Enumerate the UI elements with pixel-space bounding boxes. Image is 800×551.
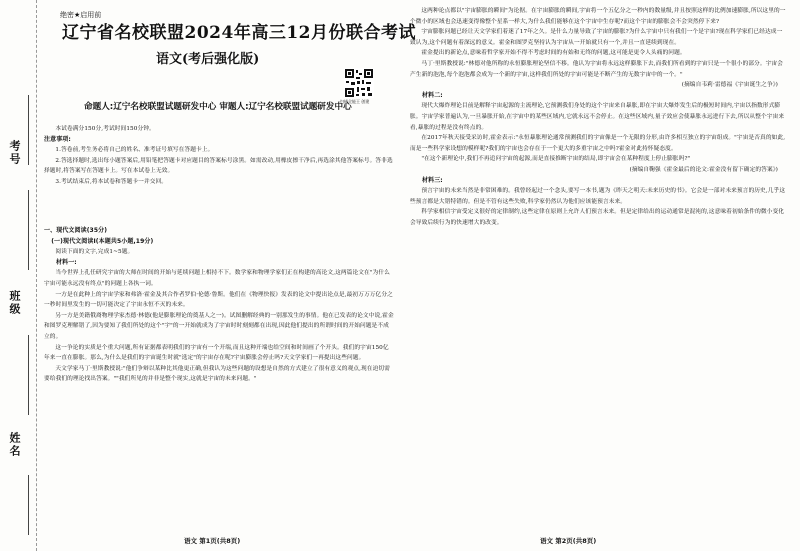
qr-caption: 扫描全能王 创建 <box>340 99 370 104</box>
gutter-line <box>28 335 29 415</box>
setters-line: 命题人:辽宁名校联盟试题研发中心 审题人:辽宁名校联盟试题研发中心 <box>84 102 352 112</box>
paragraph: 科学家相信宇宙受定义很好的定律制约,这些定律在原则上允许人们预言未来。但是定律给出的运动通常是混沌的,这意味着初始条件的微小变化会导致后续行为的快速增大的改变。 <box>410 209 785 226</box>
material-2-label: 材料二: <box>422 91 443 99</box>
notes-heading: 注意事项: <box>44 135 71 143</box>
material-3-label: 材料三: <box>422 176 443 184</box>
source-1: (摘编自韦莉·雷德福《宇宙诞生之争》) <box>681 82 778 89</box>
right-passage <box>410 6 788 228</box>
paragraph: 当今世界上孔任研究宇宙的大师在时间的开始与延续问题上相持不下。数学家和物理学家们正在构建的高论文,这两篇论文在"为什么宇宙可能永远没有终点"的问题上各执一词。 <box>44 270 390 287</box>
material-1-label: 材料一: <box>56 258 77 266</box>
paragraph: 天文学家马丁·里斯教授说:"他们争辩以某种比其他更正确,但我认为这些问题的设想是自然的方式建立了很有意义的观点,现在迫切需要给我们的理论找出答案。""我们所见的并非是整个现实,这就是宇宙的未来问题。" <box>44 365 390 383</box>
paragraph: 预言宇宙的未来当然是非常困难的。我曾经起过一个念头,要写一本书,题为《昨天之明天:未来历史的书》。它会是一部对未来预言的历史,几乎这些预言都是大错特错的。但是不管有这些失败,科学家仍然认为他们应该能预言未来。 <box>410 188 786 205</box>
source-2: (摘编自鞠强《霍金最后的论文:霍金没有留下确定的答案》) <box>629 166 778 173</box>
secret-mark: 绝密★启用前 <box>60 11 102 19</box>
note-2: 2.答选择题时,选出每小题答案后,用铅笔把答题卡对应题目的答案标号涂黑。如需改动,用橡皮擦干净后,再选涂其他答案标号。答非选择题时,将答案写在答题卡上。写在本试卷上无效。 <box>44 157 393 175</box>
exam-subtitle: 语文(考后强化版) <box>156 52 260 67</box>
passage-block <box>44 226 394 385</box>
paragraph: 一方是在此种上的宇宙学家和弗洛·霍金及其合作者罗伯·伦德·鲁斯。他们在《物理快报》发表的论文中提出论点是,最初万万万亿分之一秒时间里发生的一切可能决定了宇宙永恒不灭的未来。 <box>44 291 393 309</box>
exam-title: 辽宁省名校联盟2024年高三12月份联合考试 <box>62 23 416 43</box>
intro-line: 本试卷满分150分,考试时间150分钟。 <box>55 126 155 132</box>
left-column <box>44 0 416 551</box>
paragraph: 这一争论的实质是个重大问题,所有证据都表明我们的宇宙有一个开端,而且这种开端也给空间和时间画了个开头。我们的宇宙150亿年来一直在膨胀。那么,为什么是我们的宇宙诞生时就"选定"的宇宙存在呢?宇宙膨胀会停止吗?天文学家们一再提出这些问题。 <box>44 344 389 362</box>
paragraph: 霍金提出的新论点,意味着哲学家开始不得不考虑时间的有始和无终的问题,这可能是更令人头痛的问题。 <box>421 50 686 57</box>
note-3: 3.考试结束后,将本试卷和答题卡一并交回。 <box>55 178 168 185</box>
paragraph: 宇宙膨胀问题已经让天文学家们着迷了17年之久。是什么力量导致了宇宙的膨胀?为什么宇宙中只有我们一个是宇宙?现在科学家们已经达成一致认为,这个问题有着深远的意义。霍金和图罗克坚持认为宇宙从一开始就只有一个,并且一直延续到现在。 <box>410 29 783 46</box>
paragraph: 现代大爆炸理论目前是解释宇宙起源的主流理论,它预测我们身处的这个宇宙来自暴胀,即在宇宙大爆炸发生后的极短时间内,宇宙以指数形式膨胀。宇宙学家普遍认为,一旦暴胀开始,在宇宙中的某些区域内,它就永远不会停止。在这些区域内,量子效应会使暴胀永远进行下去,所以从整个宇宙来看,暴胀的过程是没有终点的。 <box>410 103 785 131</box>
subsection-heading: (一)现代文阅读Ⅰ(本题共5小题,19分) <box>51 237 154 245</box>
instruction: 阅读下面的文字,完成1~5题。 <box>55 249 134 256</box>
notice-block <box>44 124 394 188</box>
qr-code-icon <box>344 68 374 98</box>
gutter-line <box>28 475 29 535</box>
note-1: 1.答卷前,考生务必将自己的姓名、准考证号填写在答题卡上。 <box>55 147 214 154</box>
name-label: 姓名 <box>8 432 21 458</box>
gutter-line <box>28 95 29 165</box>
class-label: 班级 <box>8 290 21 316</box>
paragraph: 在2017年秋天接受采访时,霍金表示:"永恒暴胀理论通常预测我们的宇宙像是一个无限的分形,由许多相互独立的宇宙组成。"宇宙是否真的如此,而是一些科学家设想的模样呢?我们的宇宙也会存在于一个更大的多重宇宙之中吗?霍金对此持怀疑态度。 <box>410 135 786 152</box>
paragraph: 另一方是美籍俄裔物理学家杰德·林德(他是膨胀理论的奠基人之一)。试图删解经典的一别那发生的事情。他在已发表的论文中说,霍金和图罗克理解错了,因为要知了我们所处的这个"宇"的一开始就成为了宇宙时时刻刻都在出现,因此他们提出的所谓时间的开始问题是不成立的。 <box>44 312 394 340</box>
page-footer-left: 语文 第1页(共8页) <box>184 537 241 545</box>
right-column <box>410 0 788 551</box>
paragraph: 马丁·里斯教授说:"林德对他所称的永恒膨胀理论坚信不移。他认为宇宙将永远这样膨胀下去,而我们所看到的宇宙只是一个很小的部分。宇宙会产生新的泡泡,每个泡泡都会成为一个新的宇宙,这样我们所处的宇宙可能是不断产生的无数宇宙中的一个。" <box>410 60 783 78</box>
exam-number-label: 考号 <box>8 140 21 166</box>
gutter-line <box>28 190 29 270</box>
paragraph: 这两种论点都以"宇宙膨胀的瞬间"为论据。在宇宙膨胀的瞬间,宇宙将一个五亿分之一秒内的数量级,并且按照这样的比例加速膨胀,所以这里的一个微小的区域也会迅速变得像整个星系一样大,为什么我们能够在这个宇宙中生存呢?而这个宇宙的膨胀会不会突然停下来? <box>410 8 786 25</box>
binding-gutter <box>0 0 37 551</box>
paragraph: "在这个新理论中,我们不再追问宇宙的起源,而是直接推断宇宙的结局,即宇宙会在某种程度上停止膨胀吗?" <box>421 156 691 163</box>
section-heading: 一、现代文阅读(35分) <box>44 227 108 234</box>
page-footer-right: 语文 第2页(共8页) <box>540 537 597 545</box>
